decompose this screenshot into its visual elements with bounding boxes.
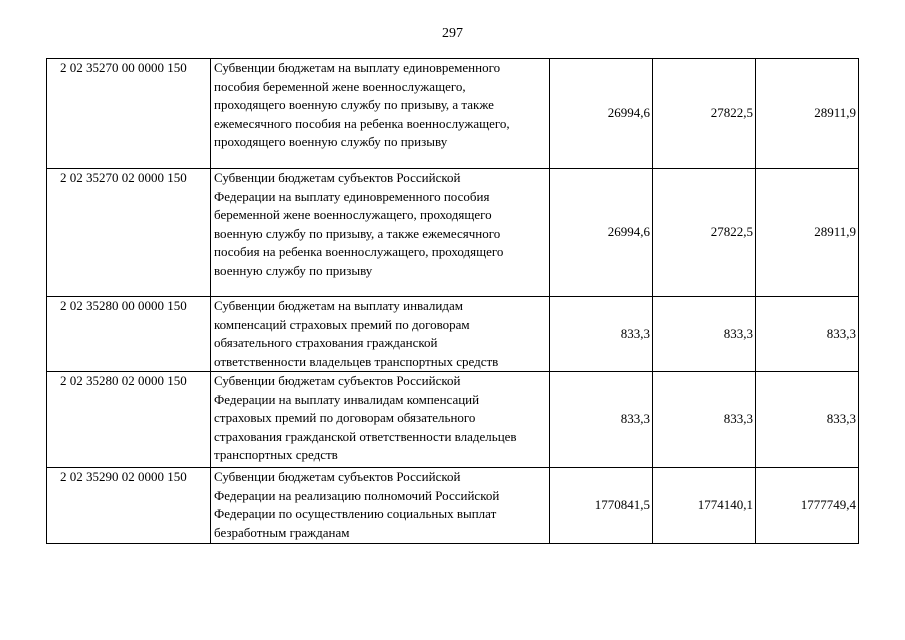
description-line: пособия беременной жене военнослужащего, [214,78,466,94]
value-cell-year-3: 1777749,4 [756,468,859,544]
value-cell-year-2: 27822,5 [653,59,756,169]
description-line: ответственности владельцев транспортных средств [214,353,499,369]
budget-code-cell: 2 02 35290 02 0000 150 [47,468,211,544]
description-line: Федерации на реализацию полномочий Российской [214,487,500,503]
value-cell-year-3: 28911,9 [756,59,859,169]
table-row [47,297,859,372]
table-row [47,169,859,297]
description-cell [211,297,550,372]
value-cell-year-1: 833,3 [550,297,653,372]
value-cell-year-1: 26994,6 [550,59,653,169]
value-cell-year-1: 1770841,5 [550,468,653,544]
description-line: компенсаций страховых премий по договорам [214,316,470,332]
description-line: Субвенции бюджетам субъектов Российской [214,469,461,484]
description-line: военную службу по призыву, а также ежемесячного [214,225,501,241]
description-line: транспортных средств [214,447,338,462]
description-cell [211,169,550,297]
description-line: обязательного страхования гражданской [214,335,438,350]
description-cell [211,59,550,169]
description-line: проходящего военную службу по призыву [214,134,448,149]
value-cell-year-2: 833,3 [653,372,756,468]
description-line: ежемесячного пособия на ребенка военнослужащего, [214,115,510,131]
budget-code-cell: 2 02 35280 00 0000 150 [47,297,211,372]
budget-table [46,58,859,544]
description-line: военную службу по призыву [214,262,373,278]
description-line: пособия на ребенка военнослужащего, проходящего [214,244,504,259]
value-cell-year-3: 28911,9 [756,169,859,297]
budget-code-cell: 2 02 35270 02 0000 150 [47,169,211,297]
value-cell-year-3: 833,3 [756,297,859,372]
table-row [47,468,859,544]
description-line: безработным гражданам [214,524,350,540]
description-line: Федерации по осуществлению социальных выплат [214,506,497,521]
value-cell-year-3: 833,3 [756,372,859,468]
value-cell-year-2: 1774140,1 [653,468,756,544]
description-line: Субвенции бюджетам субъектов Российской [214,170,461,185]
value-cell-year-2: 27822,5 [653,169,756,297]
table-row [47,59,859,169]
description-line: Субвенции бюджетам на выплату инвалидам [214,298,463,313]
description-line: страхования гражданской ответственности владельцев [214,428,517,444]
description-cell [211,468,550,544]
budget-code-cell: 2 02 35270 00 0000 150 [47,59,211,169]
description-line: Субвенции бюджетам на выплату единовременного [214,60,501,75]
table-row [47,372,859,468]
description-line: беременной жене военнослужащего, проходящего [214,207,492,222]
description-line: Федерации на выплату единовременного пособия [214,188,490,204]
value-cell-year-2: 833,3 [653,297,756,372]
value-cell-year-1: 26994,6 [550,169,653,297]
description-line: проходящего военную службу по призыву, а также [214,97,494,112]
description-cell [211,372,550,468]
value-cell-year-1: 833,3 [550,372,653,468]
description-line: страховых премий по договорам обязательного [214,410,476,425]
description-line: Субвенции бюджетам субъектов Российской [214,373,461,388]
description-line: Федерации на выплату инвалидам компенсаций [214,391,480,407]
budget-code-cell: 2 02 35280 02 0000 150 [47,372,211,468]
page-number: 297 [442,26,463,41]
